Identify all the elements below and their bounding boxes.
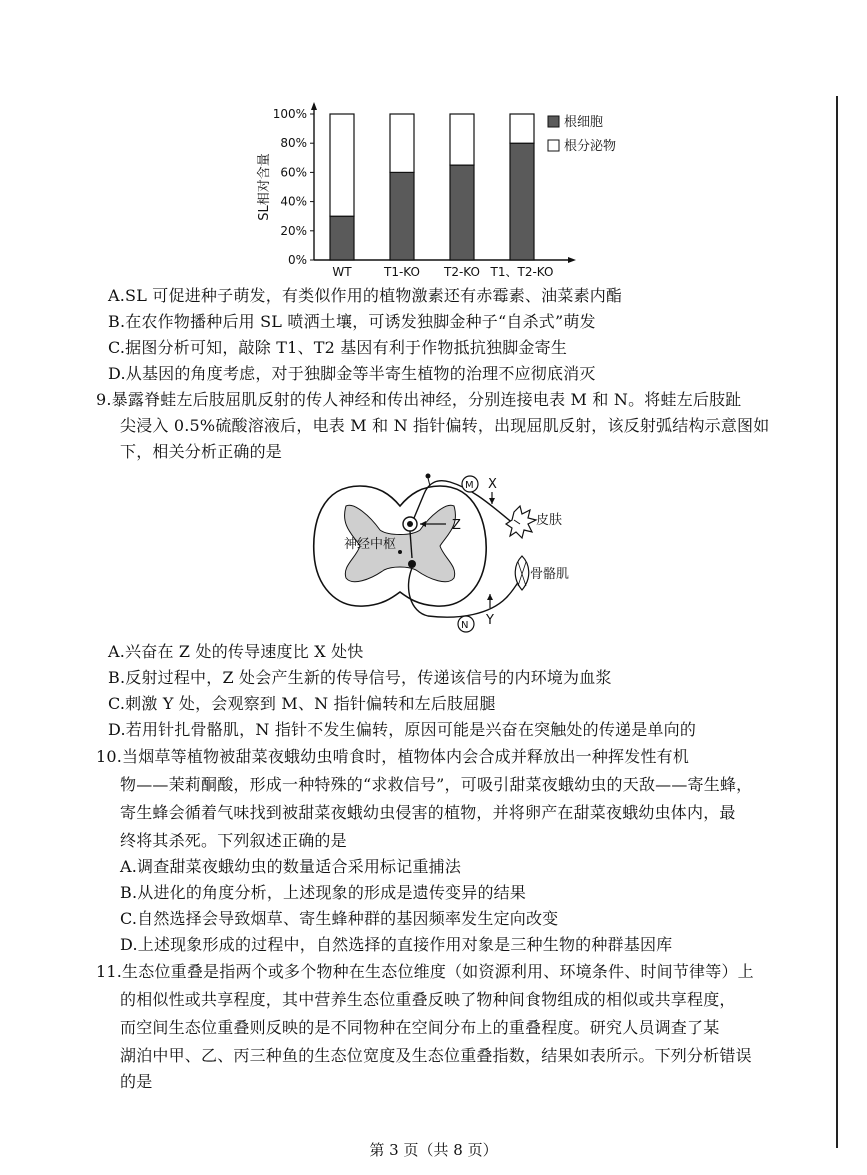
skin-label: 皮肤 [536, 513, 563, 528]
q11-stem-line2: 的相似性或共享程度，其中营养生态位重叠反映了物种间食物组成的相似或共享程度， [120, 990, 736, 1009]
bar-segment [330, 114, 354, 216]
chart-svg [250, 96, 617, 286]
bar-segment [390, 114, 414, 172]
y-label: Y [486, 613, 494, 628]
y-tick-label: 40% [280, 194, 307, 209]
x-axis-arrow [568, 257, 576, 263]
legend-swatch [548, 116, 559, 127]
y-tick-label: 60% [280, 165, 307, 180]
q9-option-a: A.兴奋在 Z 处的传导速度比 X 处快 [108, 642, 364, 661]
q9-option-d: D.若用针扎骨骼肌，N 指针不发生偏转，原因可能是兴奋在突触处的传递是单向的 [108, 720, 697, 739]
q10-option-a: A.调查甜菜夜蛾幼虫的数量适合采用标记重捕法 [120, 857, 462, 876]
q8-option-b: B.在农作物播种后用 SL 喷洒土壤，可诱发独脚金种子“自杀式”萌发 [108, 312, 596, 331]
n-label: N [461, 620, 469, 631]
y-axis-label: SL相对含量 [257, 153, 272, 221]
reflex-arc-diagram [300, 466, 590, 642]
q10-option-d: D.上述现象形成的过程中，自然选择的直接作用对象是三种生物的种群基因库 [120, 935, 673, 954]
q10-stem-line3: 寄生蜂会循着气味找到被甜菜夜蛾幼虫侵害的植物，并将卵产在甜菜夜蛾幼虫体内，最 [120, 803, 736, 822]
bar-segment [450, 165, 474, 260]
y-tick-label: 80% [280, 136, 307, 151]
x-tick-label: T1-KO [384, 265, 420, 279]
x-tick-label: WT [332, 265, 352, 279]
center-label: 神经中枢 [344, 537, 397, 552]
x-label: X [488, 477, 497, 492]
x-tick-label: T2-KO [444, 265, 480, 279]
q8-option-d: D.从基因的角度考虑，对于独脚金等半寄生植物的治理不应彻底消灭 [108, 364, 596, 383]
q8-option-a: A.SL 可促进种子萌发，有类似作用的植物激素还有赤霉素、油菜素内酯 [108, 286, 623, 305]
q11-stem-line3: 而空间生态位重叠则反映的是不同物种在空间分布上的重叠程度。研究人员调查了某 [120, 1018, 720, 1037]
bar-segment [510, 114, 534, 143]
q10-option-c: C.自然选择会导致烟草、寄生蜂种群的基因频率发生定向改变 [120, 909, 559, 928]
legend-label: 根分泌物 [564, 139, 617, 154]
skin-icon [506, 506, 536, 538]
q9-option-c: C.刺激 Y 处，会观察到 M、N 指针偏转和左后肢屈腿 [108, 694, 496, 713]
q9-stem-line1: 9.暴露脊蛙左后肢屈肌反射的传人神经和传出神经，分别连接电表 M 和 N。将蛙左后肢趾 [96, 390, 742, 409]
q9-stem-line3: 下，相关分析正确的是 [120, 442, 283, 461]
q9-option-b: B.反射过程中，Z 处会产生新的传导信号，传递该信号的内环境为血浆 [108, 668, 612, 687]
q9-stem-line2: 尖浸入 0.5%硫酸溶液后，电表 M 和 N 指针偏转，出现屈肌反射，该反射弧结构示意图如 [120, 416, 770, 435]
bar-segment [330, 216, 354, 260]
sl-content-chart [250, 96, 617, 286]
q8-option-c: C.据图分析可知，敲除 T1、T2 基因有利于作物抵抗独脚金寄生 [108, 338, 568, 357]
q11-stem-line5: 的是 [120, 1072, 153, 1091]
x-tick-label: T1、T2-KO [490, 265, 554, 279]
q11-stem-line4: 湖泊中甲、乙、丙三种鱼的生态位宽度及生态位重叠指数，结果如表所示。下列分析错误 [120, 1046, 752, 1065]
q10-option-b: B.从进化的角度分析，上述现象的形成是遗传变异的结果 [120, 883, 527, 902]
y-tick-label: 100% [272, 107, 307, 121]
reflex-arc-svg [300, 466, 590, 642]
bar-segment [510, 143, 534, 260]
legend-swatch [548, 140, 559, 151]
y-axis-arrow [311, 102, 317, 110]
q10-stem-line2: 物——茉莉酮酸，形成一种特殊的“求救信号”，可吸引甜菜夜蛾幼虫的天敌——寄生蜂， [120, 775, 753, 794]
q10-stem-line4: 终将其杀死。下列叙述正确的是 [120, 831, 347, 850]
z-label: Z [452, 518, 461, 533]
page-footer: 第 3 页（共 8 页） [369, 1141, 498, 1159]
legend-label: 根细胞 [564, 115, 604, 130]
margin-rule [836, 96, 838, 1148]
bar-segment [450, 114, 474, 165]
q10-stem-line1: 10.当烟草等植物被甜菜夜蛾幼虫啃食时，植物体内会合成并释放出一种挥发性有机 [96, 747, 690, 766]
y-tick-label: 20% [280, 223, 307, 238]
m-label: M [465, 480, 474, 491]
bar-segment [390, 172, 414, 260]
q11-stem-line1: 11.生态位重叠是指两个或多个物种在生态位维度（如资源利用、环境条件、时间节律等）上 [96, 962, 754, 981]
muscle-label: 骨骼肌 [530, 567, 570, 582]
y-tick-label: 0% [287, 253, 307, 267]
